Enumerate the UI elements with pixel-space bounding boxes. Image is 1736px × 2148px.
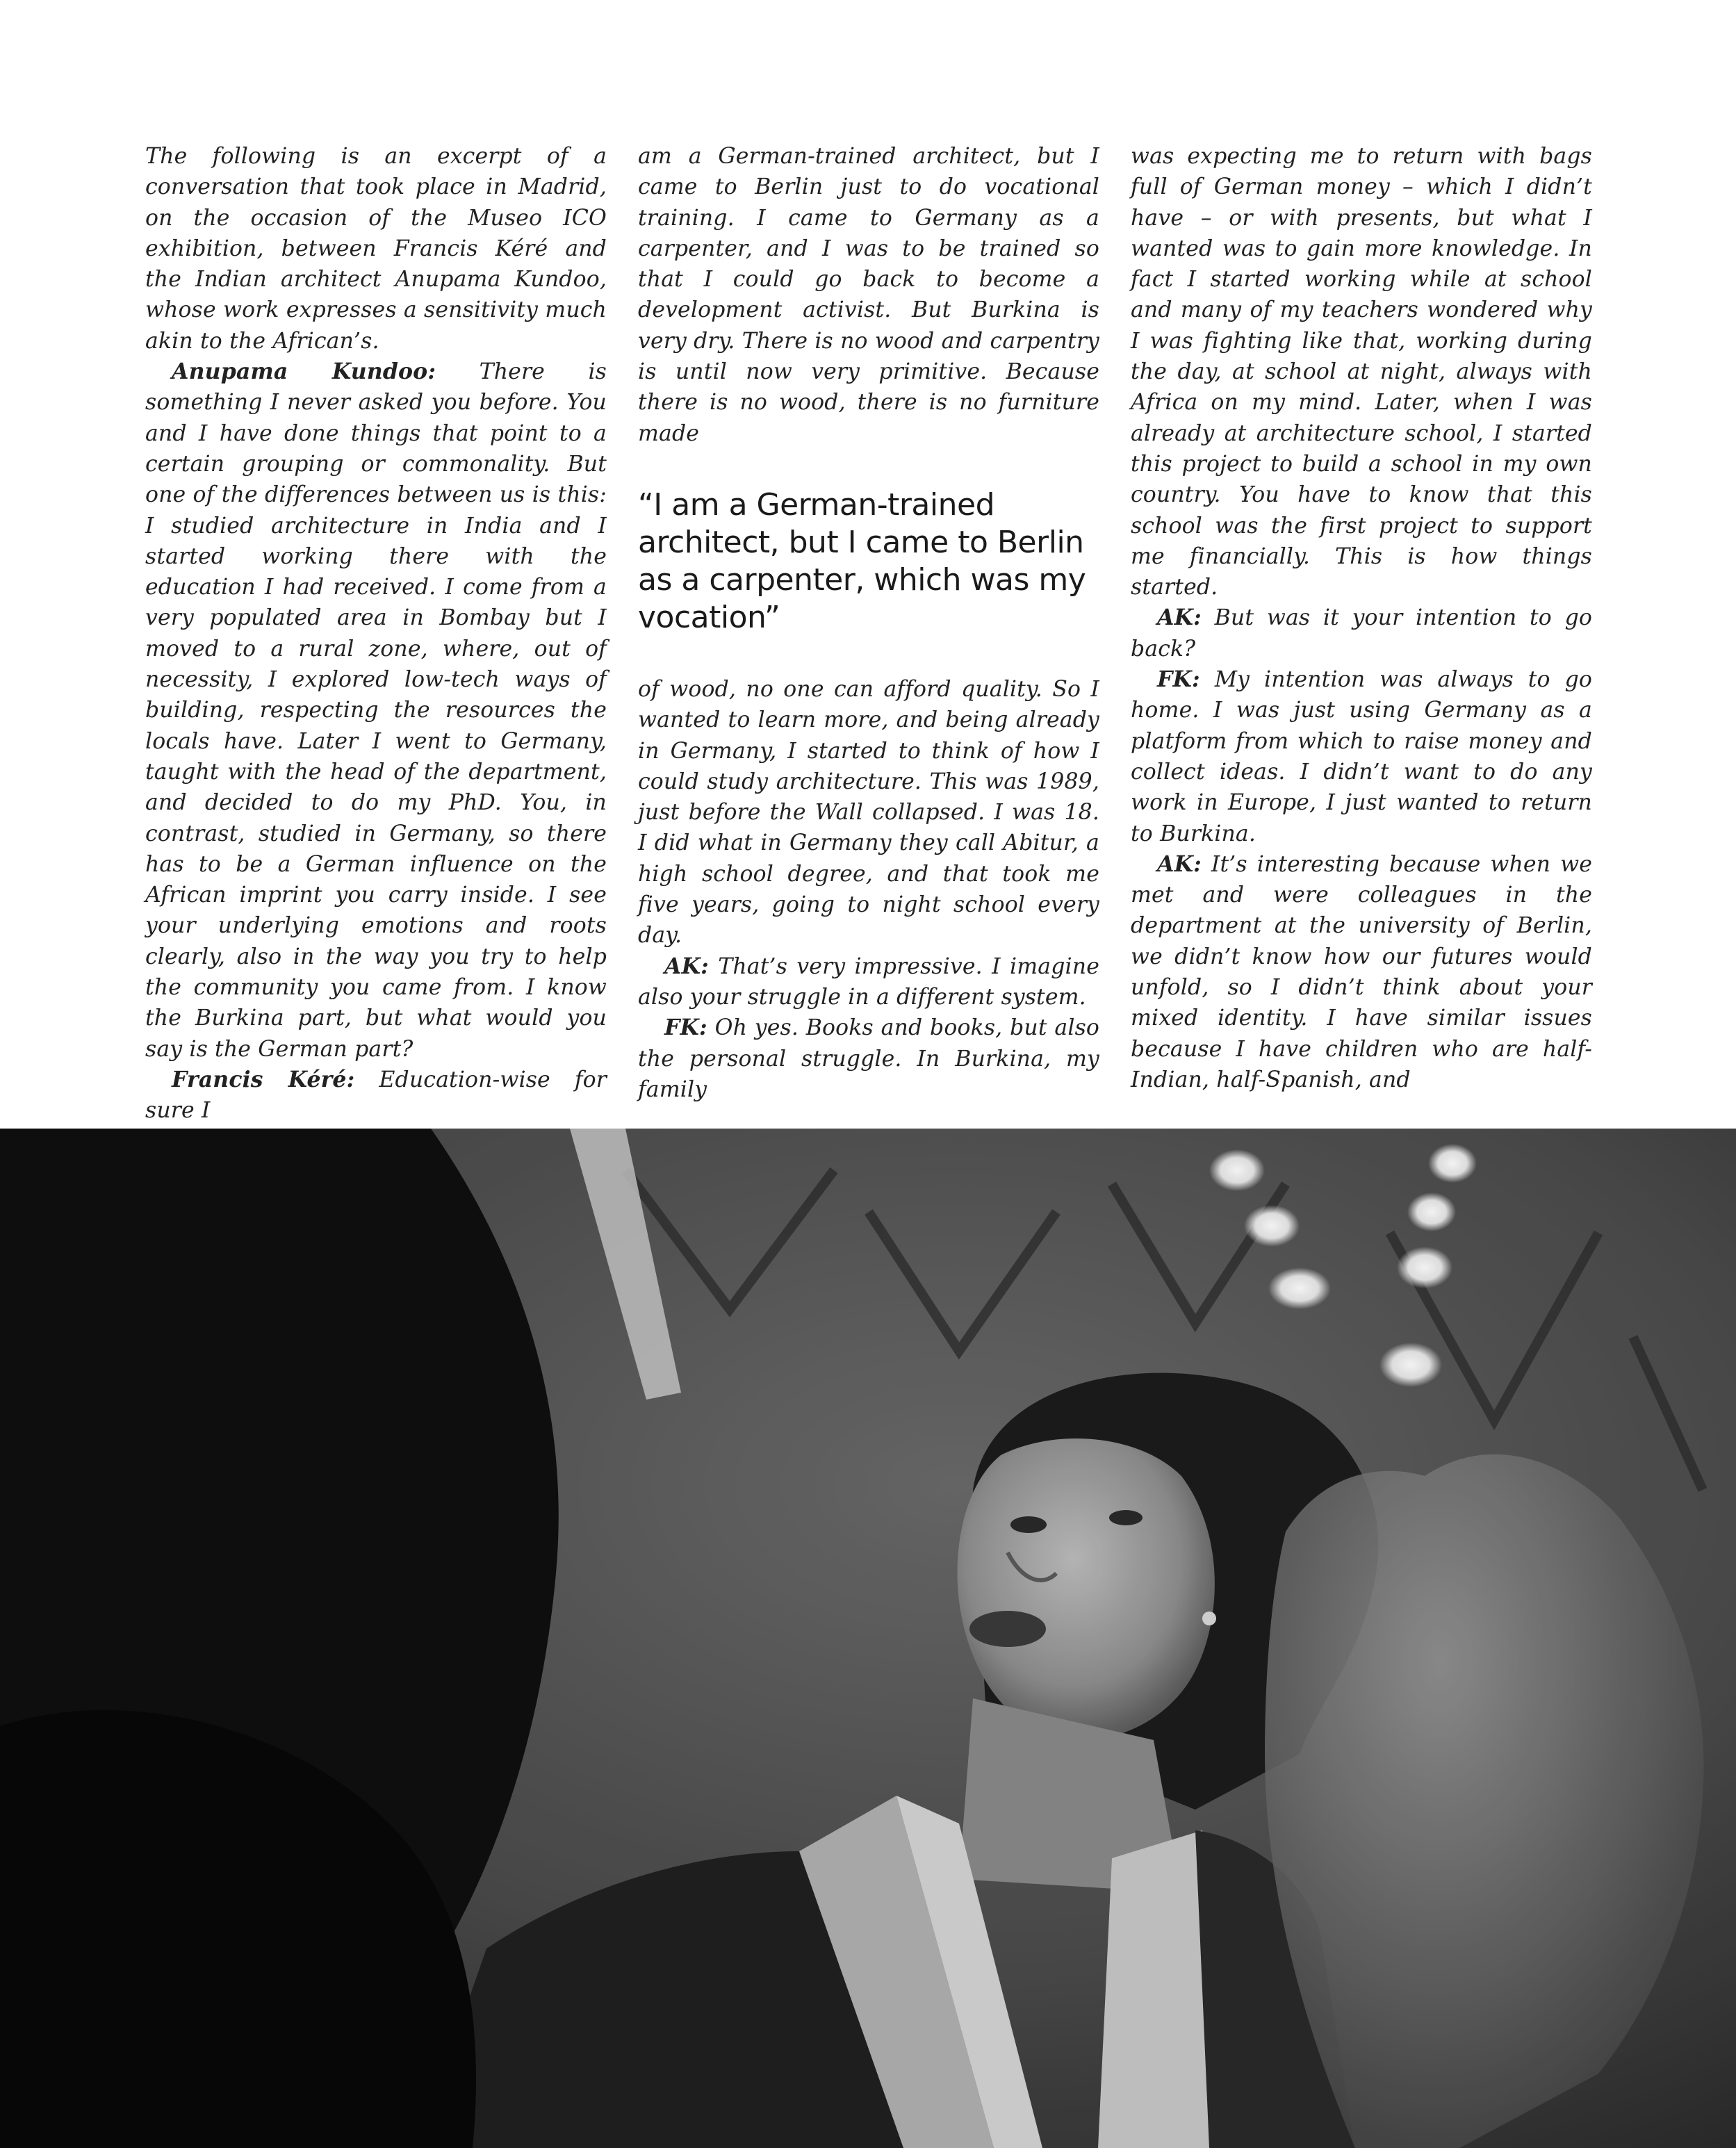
pull-quote: “I am a German-trained architect, but I came to Berlin as a carpenter, which was my vocation”	[638, 486, 1086, 635]
speaker-label: Anupama Kundoo:	[172, 359, 436, 385]
speaker-label: FK:	[1157, 666, 1200, 693]
ak-paragraph-2: AK: That’s very impressive. I imagine also your struggle in a different system.	[638, 953, 1099, 1010]
speaker-label: FK:	[664, 1015, 707, 1041]
speaker-label: AK:	[1157, 605, 1202, 631]
speaker-label: AK:	[664, 953, 709, 979]
text-column-3	[1131, 141, 1592, 1095]
fk-paragraph-1-cont: am a German-trained architect, but I came to Berlin just to do vocational training. I came to Germany as a carpenter, and I was to be trained so that I could go back to become a development activist. But Burkina is very dry. There is no wood and carpentry is until now very primitive. Because there is no wood, there is no furniture made	[638, 144, 1099, 446]
ak-paragraph-4: AK: It’s interesting because when we met and were colleagues in the department at the university of Berlin, we didn’t know how our futures would unfold, so I didn’t think about your mixed identity. I have similar issues because I have children who are half-Indian, half-Spanish, and	[1131, 851, 1592, 1092]
fk-paragraph-1-end: of wood, no one can afford quality. So I wanted to learn more, and being already in Germany, I started to think of how I could study architecture. This was 1989, just before the Wall collapsed. I was 18. I did what in Germany they call Abitur, a high school degree, and that took me five years, going to night school every day.	[638, 676, 1099, 949]
fk-paragraph-3: FK: My intention was always to go home. I was just using Germany as a platform from which to raise money and collect ideas. I didn’t want to do any work in Europe, I just wanted to return to Burkina.	[1131, 666, 1592, 846]
speaker-label: AK:	[1157, 851, 1202, 877]
speaker-label: Francis Kéré:	[172, 1066, 355, 1092]
fk-paragraph-2: FK: Oh yes. Books and books, but also the personal struggle. In Burkina, my family	[638, 1015, 1099, 1102]
text-column-2	[638, 141, 1099, 1105]
photograph	[0, 1129, 1736, 2148]
photograph-icon	[0, 1129, 1736, 2148]
ak-paragraph-3: AK: But was it your intention to go back?	[1131, 605, 1592, 662]
intro-paragraph: The following is an excerpt of a conversation that took place in Madrid, on the occasion of the Museo ICO exhibition, between Francis Kéré and the Indian architect Anupama Kundoo, whose work expresses a sensitivity much akin to the African’s.	[145, 144, 607, 354]
ak-paragraph-1: Anupama Kundoo: There is something I never asked you before. You and I have done things that point to a certain grouping or commonality. But one of the differences between us is this: I studied architecture in India and I started working there with the education I had received. I come from a very populated area in Bombay but I moved to a rural zone, where, out of necessity, I explored low-tech ways of building, respecting the resources the locals have. Later I went to Germany, taught with the head of the department, and decided to do my PhD. You, in contrast, studied in Germany, so there has to be a German influence on the African imprint you carry inside. I see your underlying emotions and roots clearly, also in the way you try to help the community you came from. I know the Burkina part, but what would you say is the German part?	[145, 359, 607, 1062]
fk-paragraph-2-cont: was expecting me to return with bags full of German money – which I didn’t have – or with presents, but what I wanted was to gain more knowledge. In fact I started working while at school and many of my teachers wondered why I was fighting like that, working during the day, at school at night, always with Africa on my mind. Later, when I was already at architecture school, I started this project to build a school in my own country. You have to know that this school was the first project to support me financially. This is how things started.	[1131, 144, 1592, 600]
text-column-1	[145, 141, 607, 1126]
fk-paragraph-1: Francis Kéré: Education-wise for sure I	[145, 1066, 607, 1124]
